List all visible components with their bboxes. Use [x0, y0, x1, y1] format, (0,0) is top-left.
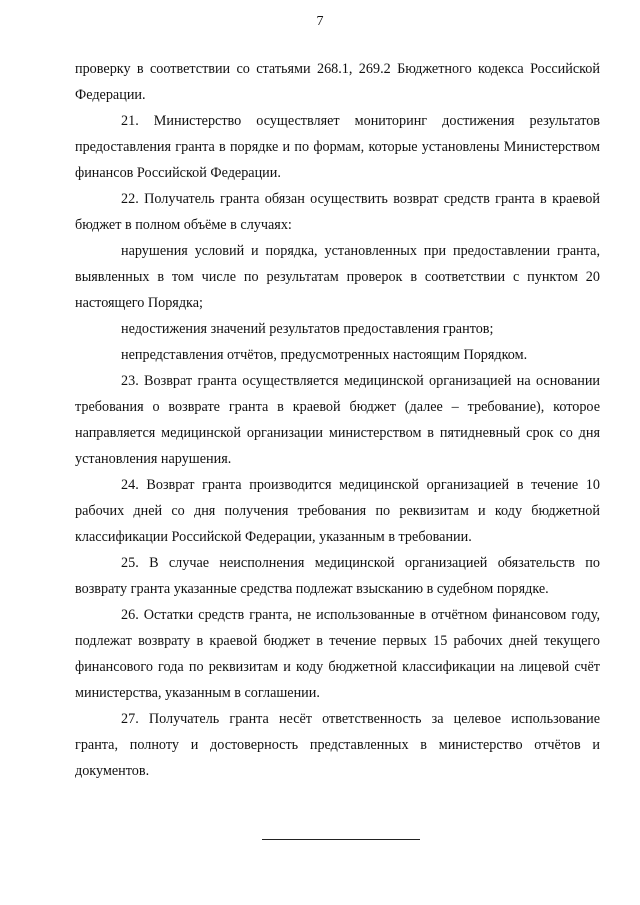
paragraph-21: 21. Министерство осуществляет мониторинг достижения результатов предоставления гранта в порядке и по формам, которые установлены Министерством финансов Российской Федерации. — [75, 113, 600, 181]
paragraph-26: 26. Остатки средств гранта, не использованные в отчётном финансовом году, подлежат возврату в краевой бюджет в течение первых 15 рабочих дней текущего финансового года по реквизитам и коду бюджетной классификации на лицевой счёт министерства, указанным в соглашении. — [75, 607, 600, 701]
paragraph-24: 24. Возврат гранта производится медицинской организацией в течение 10 рабочих дней со дня получения требования по реквизитам и коду бюджетной классификации Российской Федерации, указанным в требовании. — [75, 477, 600, 545]
paragraph-27: 27. Получатель гранта несёт ответственность за целевое использование гранта, полноту и достоверность представленных в министерство отчётов и документов. — [75, 711, 600, 779]
paragraph-23: 23. Возврат гранта осуществляется медицинской организацией на основании требования о возврате гранта в краевой бюджет (далее – требование), которое направляется медицинской организации министерством в пятидневный срок со дня установления нарушения. — [75, 373, 600, 467]
page-number: 7 — [316, 14, 324, 29]
document-body — [75, 56, 600, 784]
paragraph-25: 25. В случае неисполнения медицинской организацией обязательств по возврату гранта указанные средства подлежат взысканию в судебном порядке. — [75, 555, 600, 597]
closing-rule — [262, 839, 420, 840]
paragraph-22-case-violation: нарушения условий и порядка, установленных при предоставлении гранта, выявленных в том числе по результатам проверок в соответствии с пунктом 20 настоящего Порядка; — [75, 243, 600, 311]
paragraph-22: 22. Получатель гранта обязан осуществить возврат средств гранта в краевой бюджет в полном объёме в случаях: — [75, 191, 600, 233]
paragraph-22-case-results: недостижения значений результатов предоставления грантов; — [121, 321, 494, 337]
paragraph-continuation: проверку в соответствии со статьями 268.1, 269.2 Бюджетного кодекса Российской Федерации. — [75, 61, 600, 103]
paragraph-22-case-reports: непредставления отчётов, предусмотренных настоящим Порядком. — [121, 347, 528, 363]
